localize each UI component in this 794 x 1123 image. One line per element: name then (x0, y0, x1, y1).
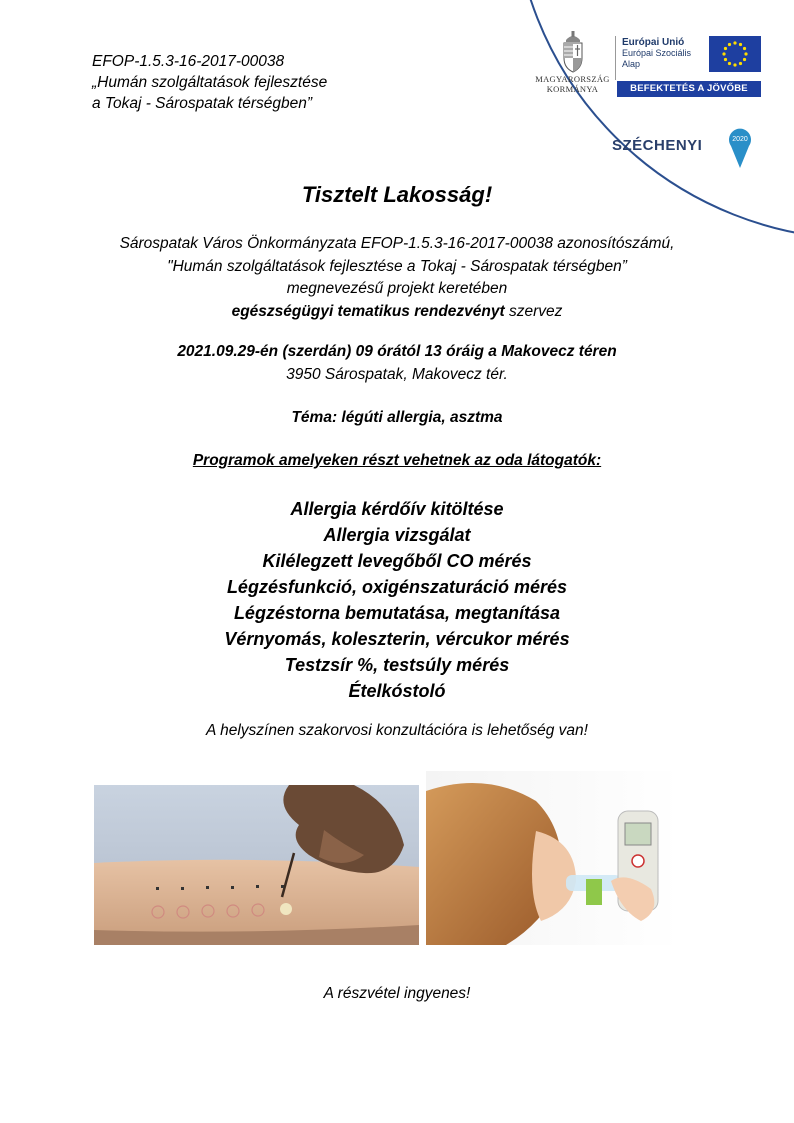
eu-title: Európai Unió (622, 37, 685, 48)
intro-line-2: "Humán szolgáltatások fejlesztése a Tokaj - Sárospatak térségben” (167, 257, 627, 275)
eu-star-icon (728, 43, 731, 46)
government-line2: KORMÁNYA (546, 84, 599, 94)
program-item: Allergia vizsgálat (323, 525, 471, 545)
event-address: 3950 Sárospatak, Makovecz tér. (286, 365, 508, 383)
eu-star-icon (724, 47, 727, 50)
event-date: 2021.09.29-én (szerdán) 09 órától 13 óráig a Makovecz téren (177, 343, 617, 360)
event-topic: Téma: légúti allergia, asztma (291, 409, 503, 426)
eu-star-icon (733, 41, 736, 44)
spirometry-photo (426, 771, 680, 945)
consultation-note: A helyszínen szakorvosi konzultációra is lehetőség van! (206, 722, 588, 739)
project-name-line2: a Tokaj - Sárospatak térségben” (92, 95, 312, 112)
page-title: Tisztelt Lakosság! (301, 182, 493, 207)
eu-text-block (622, 37, 691, 70)
intro-line-4 (0, 301, 794, 324)
project-name-line1: „Humán szolgáltatások fejlesztése (92, 74, 328, 91)
government-line1: MAGYARORSZÁG (535, 74, 610, 84)
intro-paragraph (0, 233, 794, 323)
szechenyi-pin-icon (728, 124, 752, 168)
programs-header: Programok amelyeken részt vehetnek az oda látogatók: (192, 452, 602, 469)
eu-subtitle-1: Európai Szociális (622, 48, 692, 58)
program-item: Vérnyomás, koleszterin, vércukor mérés (224, 629, 570, 649)
eu-star-icon (743, 47, 746, 50)
program-item: Allergia kérdőív kitöltése (290, 499, 504, 519)
allergy-test-photo (94, 785, 419, 945)
eu-subtitle-2: Alap (622, 59, 641, 69)
eu-star-icon (724, 58, 727, 61)
intro-line-3: megnevezésű projekt keretében (286, 280, 508, 297)
project-header (92, 51, 327, 114)
eu-star-icon (739, 62, 742, 65)
free-participation-note: A részvétel ingyenes! (323, 985, 471, 1002)
logo-divider (615, 36, 616, 80)
intro-line-4-rest: szervez (504, 302, 563, 320)
szechenyi-word: SZÉCHENYI (612, 137, 703, 154)
programs-list (0, 496, 794, 704)
intro-highlight: egészségügyi tematikus rendezvényt (231, 302, 505, 320)
government-logo (535, 30, 610, 94)
project-id: EFOP-1.5.3-16-2017-00038 (92, 53, 285, 70)
coat-of-arms-icon (558, 30, 588, 74)
eu-flag-icon (709, 36, 761, 72)
program-item: Légzéstorna bemutatása, megtanítása (233, 603, 561, 623)
eu-star-icon (739, 43, 742, 46)
eu-star-icon (743, 58, 746, 61)
event-details (0, 341, 794, 386)
eu-star-icon (728, 62, 731, 65)
program-item: Légzésfunkció, oxigénszaturáció mérés (226, 577, 568, 597)
eu-slogan-banner: BEFEKTETÉS A JÖVŐBE (617, 81, 761, 97)
eu-star-icon (733, 63, 736, 66)
program-item: Ételkóstoló (348, 681, 446, 701)
szechenyi-year: 2020 (732, 136, 748, 143)
eu-star-icon (744, 52, 747, 55)
intro-line-1: Sárospatak Város Önkormányzata EFOP-1.5.3-16-2017-00038 azonosítószámú, (119, 235, 675, 252)
eu-star-icon (722, 52, 725, 55)
program-item: Testzsír %, testsúly mérés (284, 655, 510, 675)
program-item: Kilélegzett levegőből CO mérés (262, 551, 532, 571)
